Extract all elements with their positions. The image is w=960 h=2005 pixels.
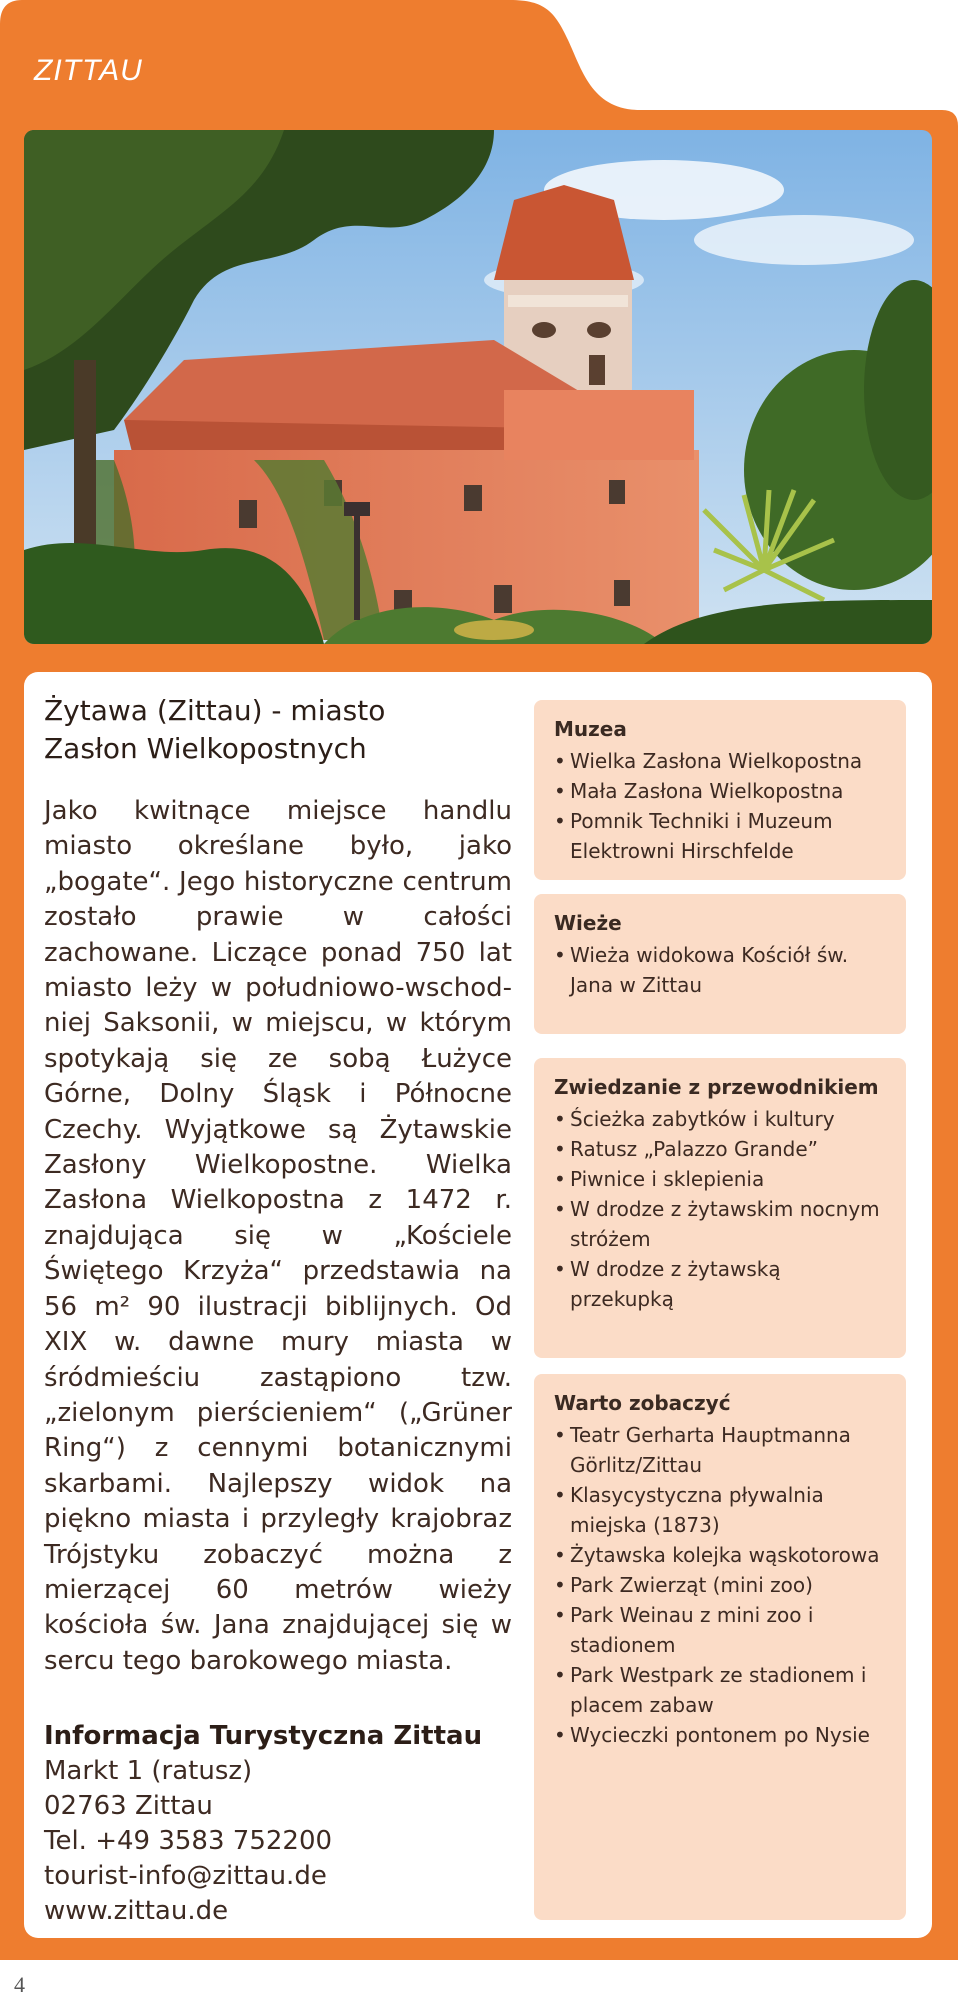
bullet-icon: • — [554, 749, 566, 773]
info-website[interactable]: www.zittau.de — [44, 1896, 229, 1927]
tourist-info — [44, 1719, 512, 1929]
list-item: • Klasycystyczna pływalnia miejska (1873) — [554, 1480, 890, 1540]
box-list — [554, 1104, 890, 1314]
info-email[interactable]: tourist-info@zittau.de — [44, 1861, 327, 1892]
box-list — [554, 940, 890, 1000]
main-title-line2: Zasłon Wielkopostnych — [44, 732, 367, 765]
list-item: • Wielka Zasłona Wielkopostna — [554, 746, 890, 776]
info-city: 02763 Zittau — [44, 1791, 213, 1822]
header-label: ZITTAU — [34, 54, 143, 87]
bullet-icon: • — [554, 1257, 566, 1281]
bullet-icon: • — [554, 1423, 566, 1447]
info-title: Informacja Turystyczna Zittau — [44, 1721, 483, 1752]
list-item: • W drodze z żytawskim nocnym stróżem — [554, 1194, 890, 1254]
bullet-icon: • — [554, 943, 566, 967]
box-sightseeing — [534, 1374, 906, 1920]
castle-photo — [24, 130, 932, 644]
bullet-icon: • — [554, 1603, 566, 1627]
bullet-icon: • — [554, 1573, 566, 1597]
list-item: • Pomnik Techniki i Muzeum Elektrowni Hirschfelde — [554, 806, 890, 866]
box-title: Warto zobaczyć — [554, 1391, 731, 1415]
main-body: Jako kwitnące miejsce handlu miasto określane było, jako „bogate“. Jego historyczne centrum zostało prawie w całości zachowane. Liczące ponad 750 lat miasto leży w południowo-wschodniej Saksonii, w miejscu, w którym spotykają się ze sobą Łużyce Górne, Dolny Śląsk i Północne Czechy. Wyjątkowe są Żytawskie Zasłony Wielkopostne. Wielka Zasłona Wielkopostna z 1472 r. znajdująca się w „Kościele Świętego Krzyża“ przedstawia na 56 m² 90 ilustracji biblijnych. Od XIX w. dawne mury miasta w śródmieściu zastąpiono tzw. „zielonym pierścieniem“ („Grüner Ring“) z cennymi botanicznymi skarbami. Najlepszy widok na piękno miasta i przyległy krajobraz Trójstyku zobaczyć można z mierzącej 60 metrów wieży kościoła św. Jana znajdującej się w sercu tego barokowego miasta. — [44, 796, 512, 1676]
main-title — [44, 692, 512, 768]
page-number: 4 — [14, 1972, 25, 1997]
list-item: • Park Zwierząt (mini zoo) — [554, 1570, 890, 1600]
bullet-icon: • — [554, 1663, 566, 1687]
list-item: • Mała Zasłona Wielkopostna — [554, 776, 890, 806]
info-address: Markt 1 (ratusz) — [44, 1756, 253, 1787]
box-title: Zwiedzanie z przewodnikiem — [554, 1075, 879, 1099]
list-item: • Ścieżka zabytków i kultury — [554, 1104, 890, 1134]
bullet-icon: • — [554, 1543, 566, 1567]
bullet-icon: • — [554, 1483, 566, 1507]
list-item: • W drodze z żytawską przekupką — [554, 1254, 890, 1314]
list-item: • Park Westpark ze stadionem i placem zabaw — [554, 1660, 890, 1720]
box-list — [554, 746, 890, 866]
box-towers — [534, 894, 906, 1034]
bullet-icon: • — [554, 1167, 566, 1191]
bullet-icon: • — [554, 809, 566, 833]
main-title-line1: Żytawa (Zittau) - miasto — [44, 694, 386, 727]
box-title: Wieże — [554, 911, 622, 935]
list-item: • Wycieczki pontonem po Nysie — [554, 1720, 890, 1750]
bullet-icon: • — [554, 1197, 566, 1221]
box-title: Muzea — [554, 717, 627, 741]
bullet-icon: • — [554, 779, 566, 803]
list-item: • Ratusz „Palazzo Grande” — [554, 1134, 890, 1164]
list-item: • Wieża widokowa Kościół św. Jana w Zittau — [554, 940, 890, 1000]
box-museums — [534, 700, 906, 880]
main-column — [44, 692, 512, 1929]
list-item: • Park Weinau z mini zoo i stadionem — [554, 1600, 890, 1660]
bullet-icon: • — [554, 1107, 566, 1131]
list-item: • Teatr Gerharta Hauptmanna Görlitz/Zittau — [554, 1420, 890, 1480]
list-item: • Piwnice i sklepienia — [554, 1164, 890, 1194]
list-item: • Żytawska kolejka wąskotorowa — [554, 1540, 890, 1570]
box-list — [554, 1420, 890, 1750]
info-phone: Tel. +49 3583 752200 — [44, 1826, 333, 1857]
box-guided-tours — [534, 1058, 906, 1358]
bullet-icon: • — [554, 1723, 566, 1747]
bullet-icon: • — [554, 1137, 566, 1161]
